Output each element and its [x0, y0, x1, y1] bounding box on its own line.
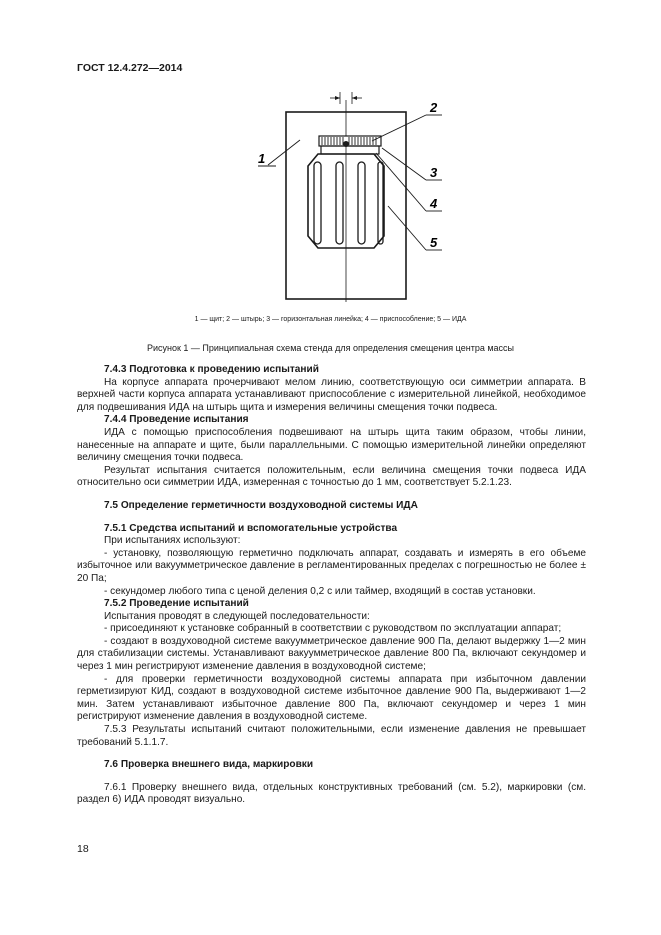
document-header: ГОСТ 12.4.272—2014 — [77, 62, 183, 74]
callout-5: 5 — [430, 235, 438, 250]
paragraph: ИДА с помощью приспособления подвешивают на штырь щита таким образом, чтобы линии, нанесенные на аппарате и щите, были параллельными. С помощью измерительной линейки определяют величину смещения точки подвеса. — [77, 426, 586, 464]
apparatus-slot — [378, 162, 383, 244]
figure-caption: Рисунок 1 — Принципиальная схема стенда для определения смещения центра массы — [146, 343, 514, 353]
paragraph: - создают в воздуховодной системе вакуумметрическое давление 900 Па, делают выдержку 1—2 мин для стабилизации системы. Устанавливают вакуумметрическое давление 800 Па, включают секундомер и через 1 мин регистрируют изменение давления в воздуховодной системе; — [77, 635, 586, 673]
section-76-title: 7.6 Проверка внешнего вида, маркировки — [104, 759, 314, 771]
document-body — [77, 364, 586, 807]
callout-2: 2 — [430, 100, 438, 115]
paragraph: Испытания проводят в следующей последовательности: — [104, 610, 370, 622]
stand-diagram — [0, 0, 661, 320]
apparatus-slot — [358, 162, 365, 244]
callout-4: 4 — [430, 196, 438, 211]
section-744-title: 7.4.4 Проведение испытания — [104, 414, 249, 426]
section-752-title: 7.5.2 Проведение испытаний — [104, 598, 249, 610]
paragraph: - для проверки герметичности воздуховодной системы аппарата при избыточном давлении герметизируют КИД, создают в воздуховодной системе избыточное давление 900 Па, выдерживают 1—2 мин. Затем устанавливают избыточное давление 800 Па, включают секундомер и через 1 мин регистрируют изменение давления в воздуховодной системе. — [77, 673, 586, 723]
page-number: 18 — [77, 843, 89, 855]
paragraph: - секундомер любого типа с ценой деления 0,2 с или таймер, входящий в состав установки. — [104, 585, 536, 597]
section-751-title: 7.5.1 Средства испытаний и вспомогательные устройства — [104, 522, 398, 534]
section-75-title: 7.5 Определение герметичности воздуховодной системы ИДА — [104, 499, 418, 511]
apparatus-slot — [314, 162, 321, 244]
paragraph: На корпусе аппарата прочерчивают мелом линию, соответствующую оси симметрии аппарата. В верхней части корпуса аппарата устанавливают приспособление с измерительной линейкой, необходимое для подвешивания ИДА на штырь щита и измерения величины смещения точки подвеса. — [77, 376, 586, 413]
paragraph: - установку, позволяющую герметично подключать аппарат, создавать и измерять в его объеме избыточное или вакуумметрическое давление в регламентированных пределах с погрешностью не более ± 20 Па; — [77, 547, 586, 584]
paragraph: 7.6.1 Проверку внешнего вида, отдельных конструктивных требований (см. 5.2), маркировки (см. раздел 6) ИДА проводят визуально. — [77, 781, 586, 806]
paragraph: 7.5.3 Результаты испытаний считают положительными, если изменение давления не превышает требований 5.1.1.7. — [77, 724, 586, 748]
figure-legend: 1 — щит; 2 — штырь; 3 — горизонтальная линейка; 4 — приспособление; 5 — ИДА — [194, 316, 467, 323]
callout-3: 3 — [430, 165, 438, 180]
apparatus-slot — [336, 162, 343, 244]
paragraph: При испытаниях используют: — [104, 535, 241, 547]
callout-1: 1 — [258, 151, 266, 166]
fixture — [321, 146, 379, 154]
paragraph: Результат испытания считается положительным, если величина смещения точки подвеса ИДА относительно оси симметрии ИДА, измеренная с точностью до 1 мм, соответствует 5.2.1.23. — [77, 464, 586, 489]
paragraph: - присоединяют к установке собранный в соответствии с руководством по эксплуатации аппарат; — [104, 623, 562, 635]
section-743-title: 7.4.3 Подготовка к проведению испытаний — [104, 364, 319, 375]
